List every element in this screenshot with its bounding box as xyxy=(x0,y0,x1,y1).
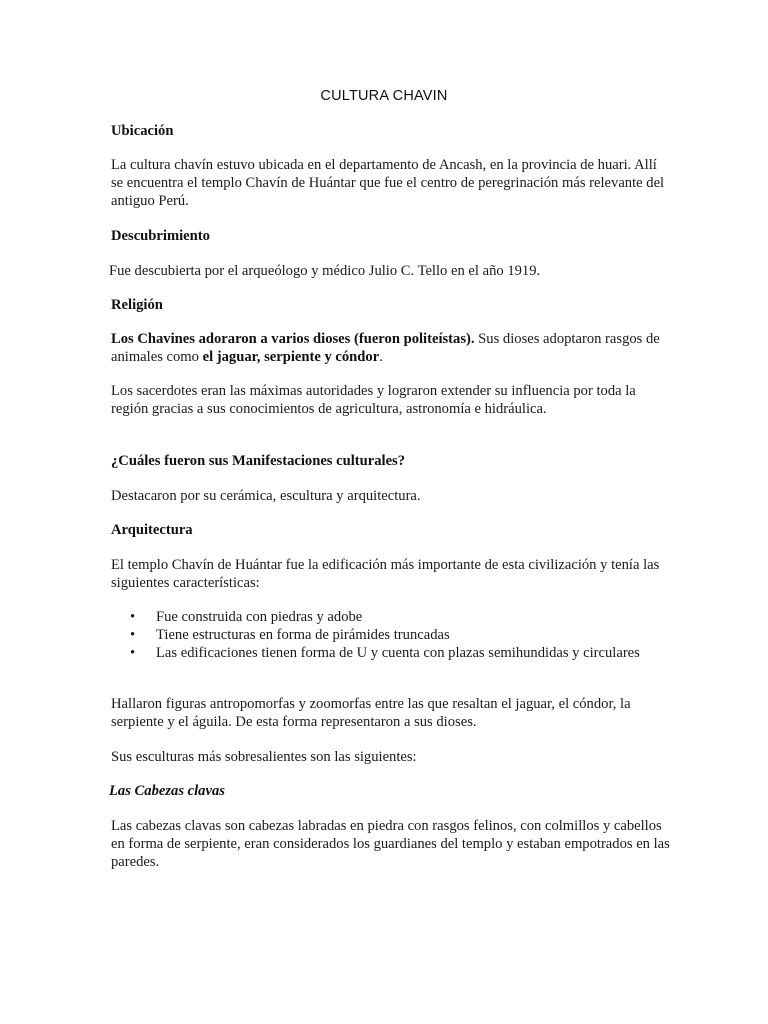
paragraph-arquitectura-intro: El templo Chavín de Huántar fue la edificación más importante de esta civilización y tenía las siguientes características: xyxy=(111,557,660,591)
religion-text-end: . xyxy=(379,349,383,365)
list-item-text: Fue construida con piedras y adobe xyxy=(156,609,363,625)
heading-manifestaciones: ¿Cuáles fueron sus Manifestaciones culturales? xyxy=(111,453,406,469)
list-item-text: Tiene estructuras en forma de pirámides truncadas xyxy=(156,627,450,643)
heading-arquitectura: Arquitectura xyxy=(111,522,193,538)
paragraph-cabezas-clavas: Las cabezas clavas son cabezas labradas en piedra con rasgos felinos, con colmillos y cabellos en forma de serpiente, eran considerados los guardianes del templo y estaban empotrados en las paredes. xyxy=(111,818,670,870)
heading-cabezas-clavas: Las Cabezas clavas xyxy=(109,783,225,799)
paragraph-religion-dioses xyxy=(111,330,671,366)
paragraph-esculturas: Sus esculturas más sobresalientes son las siguientes: xyxy=(111,749,417,765)
paragraph-figuras: Hallaron figuras antropomorfas y zoomorfas entre las que resaltan el jaguar, el cóndor, la serpiente y el águila. De esta forma representaron a sus dioses. xyxy=(111,696,631,730)
characteristics-list xyxy=(111,608,671,662)
bullet-icon: • xyxy=(130,627,136,643)
heading-descubrimiento: Descubrimiento xyxy=(111,228,210,244)
heading-religion: Religión xyxy=(111,297,163,313)
bullet-icon: • xyxy=(130,609,136,625)
list-item-text: Las edificaciones tienen forma de U y cuenta con plazas semihundidas y circulares xyxy=(156,645,640,661)
list-item xyxy=(111,644,671,662)
paragraph-religion-sacerdotes: Los sacerdotes eran las máximas autoridades y lograron extender su influencia por toda la región gracias a sus conocimientos de agricultura, astronomía e hidráulica. xyxy=(111,383,636,417)
bullet-icon: • xyxy=(130,645,136,661)
paragraph-manifestaciones: Destacaron por su cerámica, escultura y arquitectura. xyxy=(111,488,421,504)
heading-ubicacion: Ubicación xyxy=(111,123,174,139)
list-item xyxy=(111,626,671,644)
paragraph-descubrimiento: Fue descubierta por el arqueólogo y médico Julio C. Tello en el año 1919. xyxy=(109,263,541,279)
religion-text-rasgos: Sus dioses adoptaron rasgos de animales como xyxy=(111,331,660,365)
religion-bold-animales: el jaguar, serpiente y cóndor xyxy=(202,349,380,365)
document-title: CULTURA CHAVIN xyxy=(320,88,448,104)
list-item xyxy=(111,608,671,626)
religion-bold-politeistas: Los Chavines adoraron a varios dioses (fueron politeístas). xyxy=(111,331,475,347)
paragraph-ubicacion: La cultura chavín estuvo ubicada en el departamento de Ancash, en la provincia de huari. Allí se encuentra el templo Chavín de Huántar que fue el centro de peregrinación más relevante del antiguo Perú. xyxy=(111,157,665,209)
